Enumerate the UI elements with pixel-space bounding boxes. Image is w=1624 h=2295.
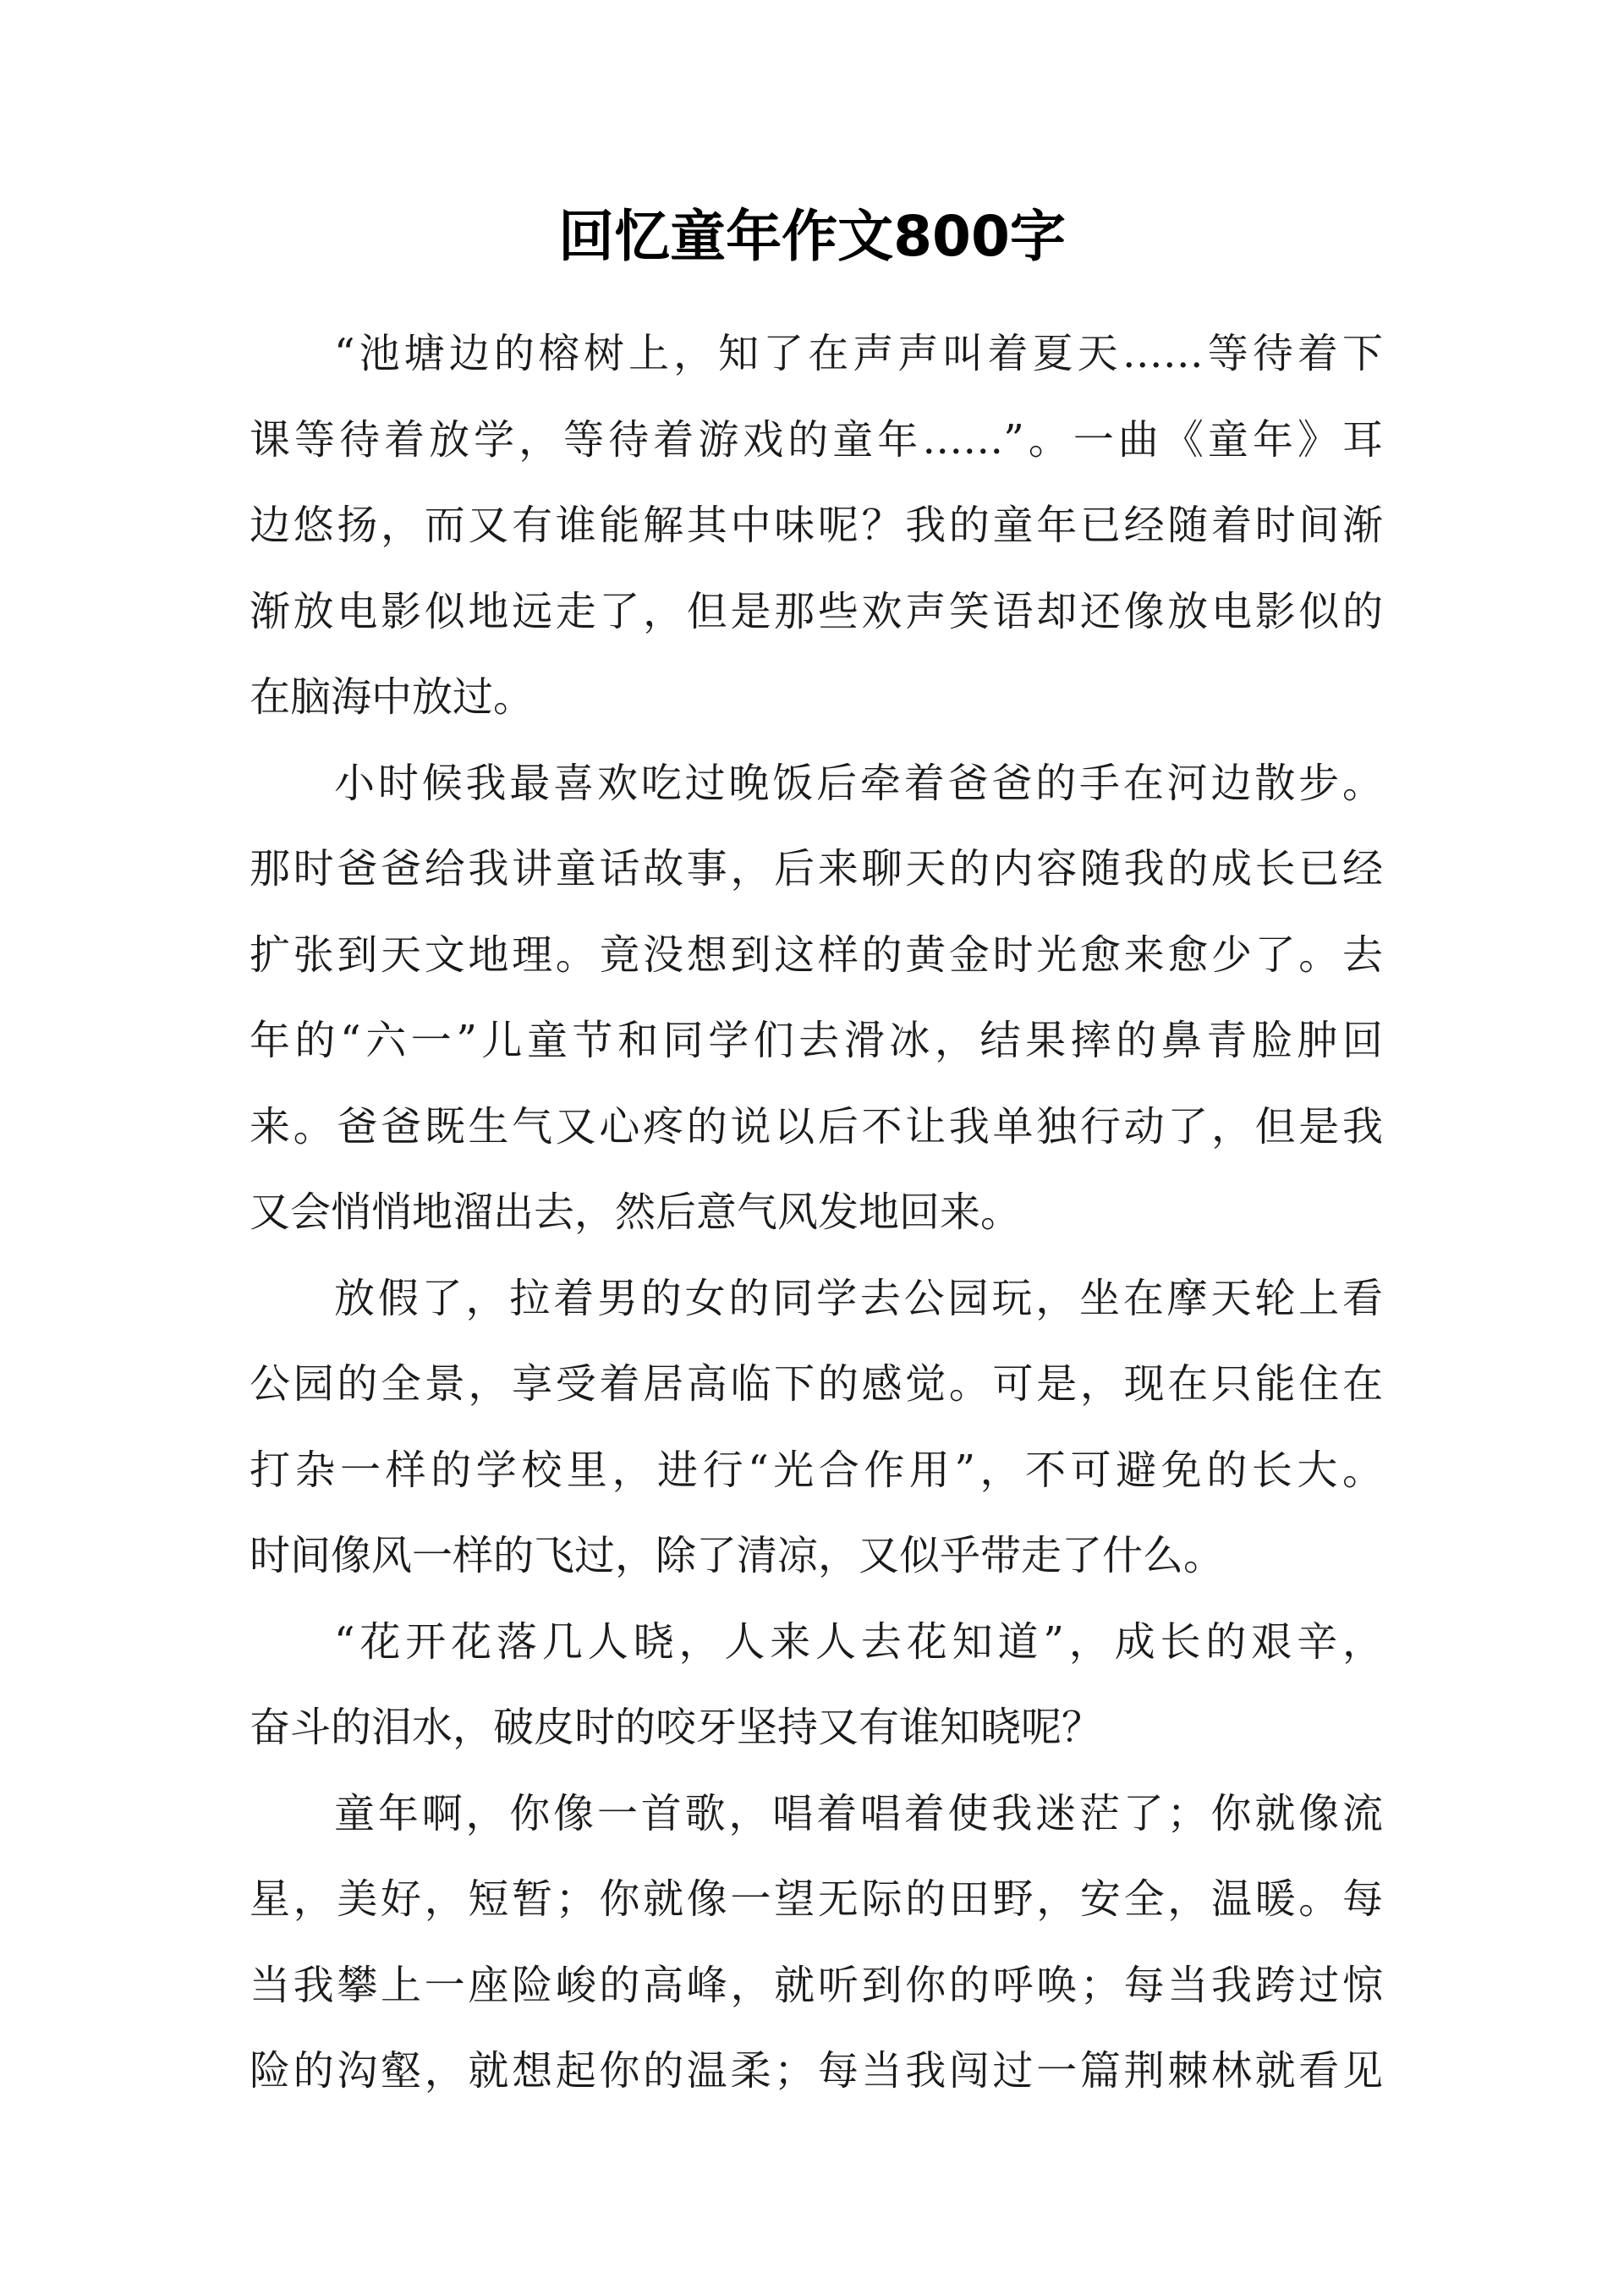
paragraph-3 — [250, 1256, 1383, 1600]
text-line: 当我攀上一座险峻的高峰，就听到你的呼唤；每当我跨过惊 — [250, 1961, 1383, 2009]
text-line: 星，美好，短暂；你就像一望无际的田野，安全，温暖。每 — [250, 1875, 1383, 1923]
text-line: 公园的全景，享受着居高临下的感觉。可是，现在只能住在 — [250, 1360, 1383, 1408]
paragraph-5 — [250, 1771, 1383, 2115]
text-line: “花开花落几人晓，人来人去花知道”，成长的艰辛， — [334, 1617, 1383, 1666]
paragraph-4 — [250, 1600, 1383, 1771]
text-line: 课等待着放学，等待着游戏的童年……”。一曲《童年》耳 — [250, 415, 1383, 464]
text-line: 来。爸爸既生气又心疼的说以后不让我单独行动了，但是我 — [250, 1102, 1383, 1150]
text-line: 童年啊，你像一首歌，唱着唱着使我迷茫了；你就像流 — [334, 1789, 1383, 1837]
text-line: 扩张到天文地理。竟没想到这样的黄金时光愈来愈少了。去 — [250, 931, 1383, 979]
document-body — [250, 311, 1383, 2115]
paragraph-1 — [250, 311, 1383, 741]
text-line: 又会悄悄地溜出去，然后意气风发地回来。 — [250, 1189, 1022, 1236]
text-line: 那时爸爸给我讲童话故事，后来聊天的内容随我的成长已经 — [250, 845, 1383, 892]
paragraph-2 — [250, 741, 1383, 1256]
text-line: 小时候我最喜欢吃过晚饭后牵着爸爸的手在河边散步。 — [334, 759, 1383, 807]
text-line: 打杂一样的学校里，进行“光合作用”，不可避免的长大。 — [250, 1446, 1383, 1494]
document-title: 回忆童年作文800字 — [558, 204, 1066, 269]
text-line: 渐放电影似地远走了，但是那些欢声笑语却还像放电影似的 — [250, 587, 1383, 635]
text-line: 边悠扬，而又有谁能解其中味呢？我的童年已经随着时间渐 — [250, 502, 1383, 549]
text-line: 时间像风一样的飞过，除了清凉，又似乎带走了什么。 — [250, 1532, 1225, 1579]
text-line: 年的“六一”儿童节和同学们去滑冰，结果摔的鼻青脸肿回 — [250, 1017, 1383, 1064]
text-line: 放假了，拉着男的女的同学去公园玩，坐在摩天轮上看 — [334, 1274, 1383, 1322]
text-line: 险的沟壑，就想起你的温柔；每当我闯过一篇荆棘林就看见 — [250, 2047, 1383, 2095]
text-line: 在脑海中放过。 — [250, 673, 535, 721]
text-line: 奋斗的泪水，破皮时的咬牙坚持又有谁知晓呢？ — [250, 1704, 1103, 1751]
text-line: “池塘边的榕树上，知了在声声叫着夏天……等待着下 — [334, 330, 1383, 377]
